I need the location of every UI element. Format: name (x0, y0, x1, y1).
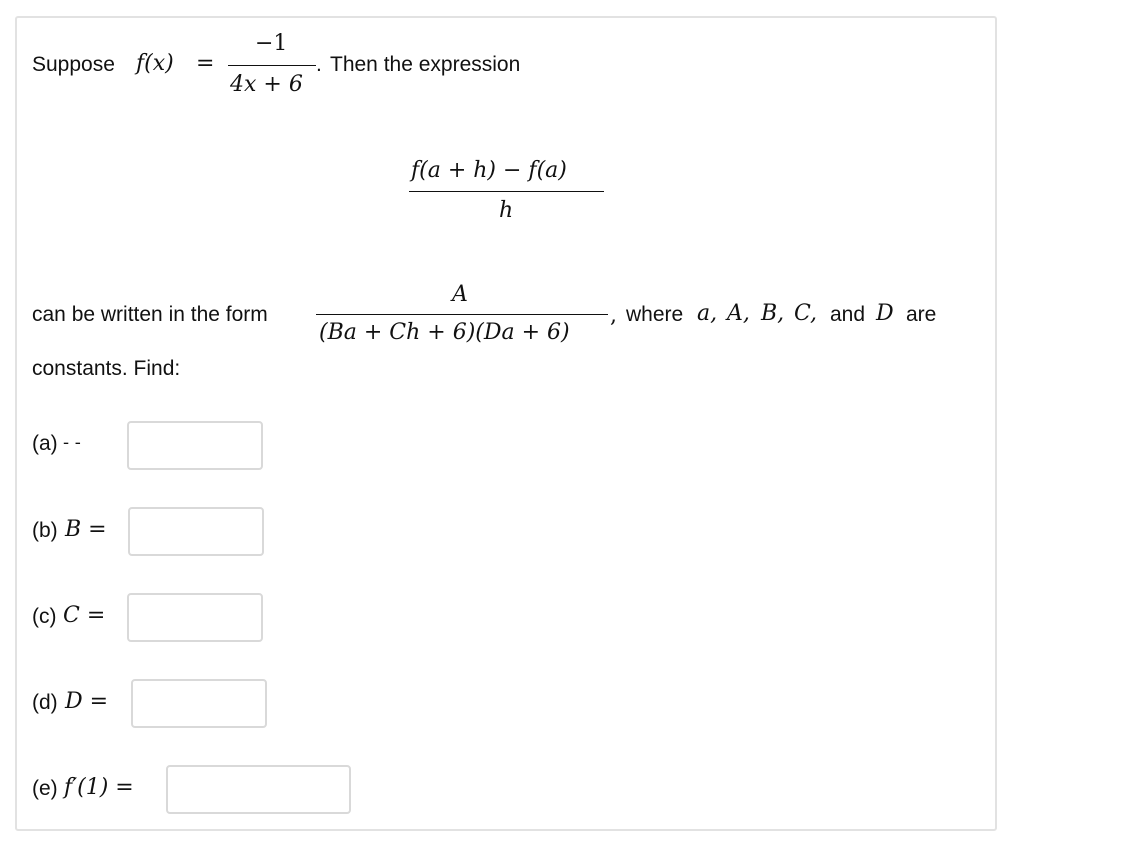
const-a: a, (697, 301, 718, 326)
part-a-label: (a) (32, 432, 58, 455)
part-a-answer-input[interactable] (127, 421, 263, 470)
part-c-answer-input[interactable] (127, 593, 263, 642)
then-text: Then the expression (330, 53, 521, 76)
form-denominator: (Ba + Ch + 6)(Da + 6) (319, 320, 570, 345)
dq-denominator: h (499, 198, 514, 223)
dq-fraction-bar (409, 191, 604, 192)
f-numerator: −1 (255, 31, 288, 56)
equals-sign: = (196, 51, 215, 76)
constants-find-text: constants. Find: (32, 357, 181, 380)
f-denominator: 4x + 6 (230, 72, 303, 97)
part-a-math: - - (63, 432, 81, 453)
const-B: B, (761, 301, 785, 326)
are-text: are (906, 303, 937, 326)
part-d-answer-input[interactable] (131, 679, 267, 728)
where-text: where (626, 303, 684, 326)
period: . (316, 53, 322, 76)
form-fraction-bar (316, 314, 608, 315)
form-lead-text: can be written in the form (32, 303, 268, 326)
f-fraction-bar (228, 65, 316, 66)
form-comma: , (610, 303, 617, 328)
part-b-label: (b) (32, 519, 58, 542)
const-A: A, (727, 301, 750, 326)
part-c-math: C = (63, 603, 106, 628)
part-c-label: (c) (32, 605, 57, 628)
part-e-answer-input[interactable] (166, 765, 351, 814)
part-b-math: B = (65, 517, 107, 542)
part-e-math: f′(1) = (64, 775, 134, 800)
const-C: C, (794, 301, 818, 326)
f-of-x: f(x) (136, 51, 174, 76)
part-d-label: (d) (32, 691, 58, 714)
const-D: D (876, 301, 894, 326)
part-d-math: D = (65, 689, 109, 714)
part-e-label: (e) (32, 777, 58, 800)
dq-numerator: f(a + h) − f(a) (411, 158, 567, 183)
form-numerator: A (452, 282, 468, 307)
part-b-answer-input[interactable] (128, 507, 264, 556)
and-text: and (830, 303, 866, 326)
suppose-text: Suppose (32, 53, 115, 76)
